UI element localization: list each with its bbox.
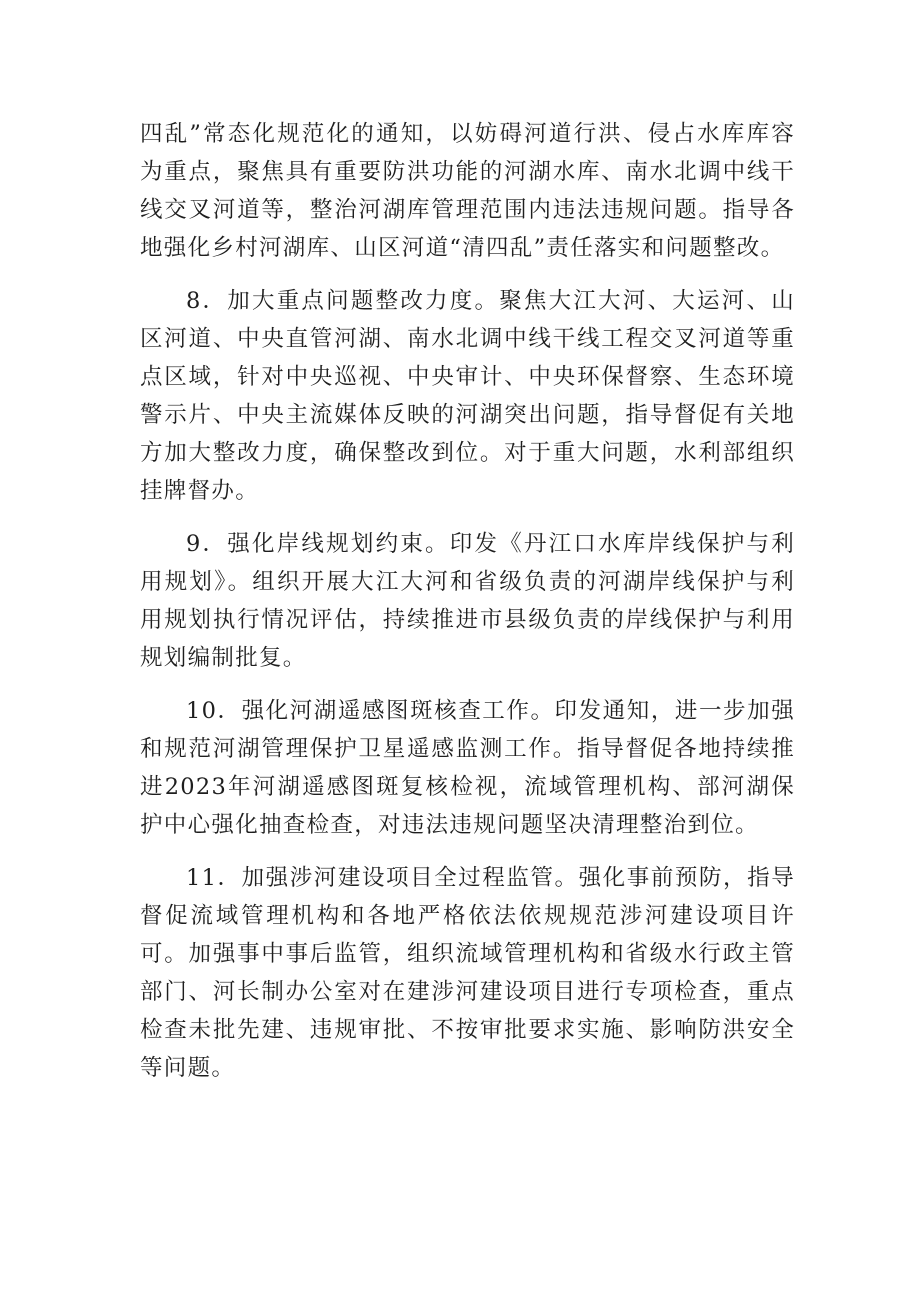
- paragraph-item-11: 11．加强涉河建设项目全过程监管。强化事前预防，指导督促流域管理机构和各地严格依法依规规范涉河建设项目许可。加强事中事后监管，组织流域管理机构和省级水行政主管部门、河长制办公室对在建涉河建设项目进行专项检查，重点检查未批先建、违规审批、不按审批要求实施、影响防洪安全等问题。: [140, 865, 795, 1081]
- paragraph-continuation: 四乱”常态化规范化的通知，以妨碍河道行洪、侵占水库库容为重点，聚焦具有重要防洪功能的河湖水库、南水北调中线干线交叉河道等，整治河湖库管理范围内违法违规问题。指导各地强化乡村河湖库、山区河道“清四乱”责任落实和问题整改。: [140, 121, 795, 261]
- paragraph-item-9: 9．强化岸线规划约束。印发《丹江口水库岸线保护与利用规划》。组织开展大江大河和省级负责的河湖岸线保护与利用规划执行情况评估，持续推进市县级负责的岸线保护与利用规划编制批复。: [140, 531, 795, 671]
- document-body: [140, 115, 795, 1102]
- paragraph-item-10: 10．强化河湖遥感图斑核查工作。印发通知，进一步加强和规范河湖管理保护卫星遥感监测工作。指导督促各地持续推进2023年河湖遥感图斑复核检视，流域管理机构、部河湖保护中心强化抽查检查，对违法违规问题坚决清理整治到位。: [140, 698, 795, 838]
- paragraph-item-8: 8．加大重点问题整改力度。聚焦大江大河、大运河、山区河道、中央直管河湖、南水北调中线干线工程交叉河道等重点区域，针对中央巡视、中央审计、中央环保督察、生态环境警示片、中央主流媒体反映的河湖突出问题，指导督促有关地方加大整改力度，确保整改到位。对于重大问题，水利部组织挂牌督办。: [140, 288, 795, 504]
